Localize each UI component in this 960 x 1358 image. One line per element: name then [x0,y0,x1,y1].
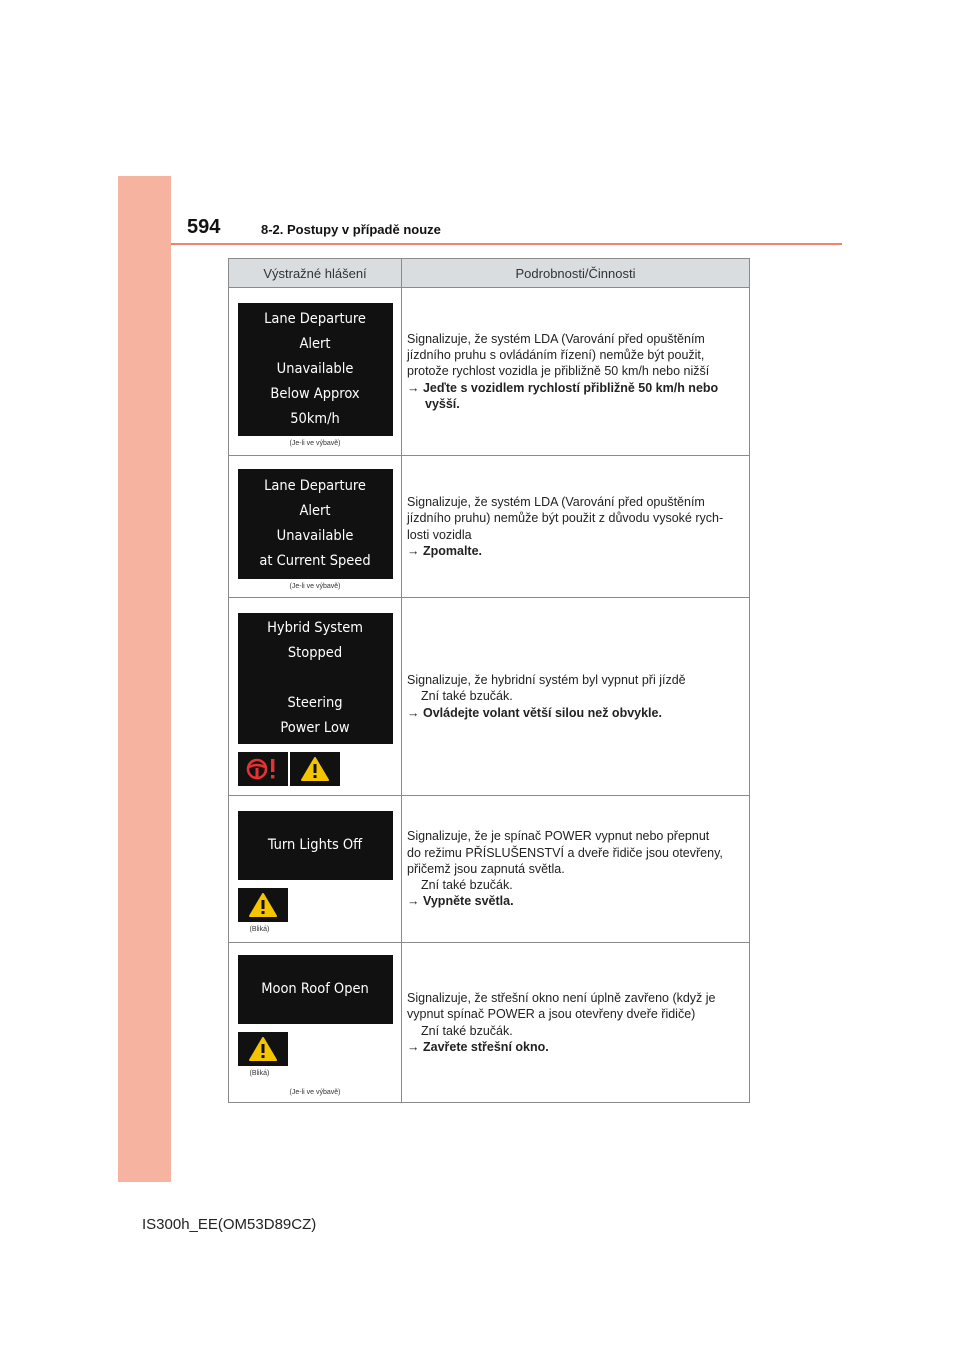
action-text: → Zpomalte. [407,543,483,558]
display-message [238,303,393,436]
header-rule [171,243,842,245]
equipment-caption: (Je-li ve výbavě) [289,583,341,590]
display-line: Moon Roof Open [261,981,369,997]
details-cell [402,598,750,796]
message-cell [229,288,402,456]
warning-icons [238,1032,393,1066]
display-line: Steering [287,695,343,711]
desc-line: jízdního pruhu s ovládáním řízení) nemůže být použit, [407,348,705,363]
message-cell [229,456,402,598]
desc-line: Signalizuje, že střešní okno není úplně zavřeno (když je [407,990,716,1005]
action-text: vyšší. [425,396,460,411]
display-message [238,955,393,1024]
column-header-details: Podrobnosti/Činnosti [402,259,750,288]
blink-caption: (Bliká) [249,926,270,933]
display-line: Stopped [287,645,343,661]
desc-line: Signalizuje, že hybridní systém byl vypnut při jízdě [407,673,686,688]
display-line: Turn Lights Off [267,837,363,853]
equipment-caption: (Je-li ve výbavě) [289,439,341,447]
desc-line: jízdního pruhu) nemůže být použit z důvodu vysoké rych- [407,511,724,526]
display-line: Unavailable [276,360,354,377]
table-row [229,598,750,796]
display-line: Below Approx [270,385,360,402]
details-cell [402,456,750,598]
details-cell [402,796,750,943]
display-line: 50km/h [290,410,340,427]
display-message [238,613,393,744]
warning-triangle-icon [290,752,340,786]
desc-line: Zní také bzučák. [421,878,513,893]
display-message [238,469,393,579]
arrow-icon: → [407,705,420,720]
warning-message-table [228,258,750,1103]
display-line: Alert [299,335,331,352]
message-cell [229,796,402,943]
desc-line: do režimu PŘÍSLUŠENSTVÍ a dveře řidiče jsou otevřeny, [407,845,723,860]
side-color-band [118,176,171,1182]
warning-icons [238,888,393,922]
display-line: Power Low [280,720,350,736]
display-line: at Current Speed [259,553,371,569]
desc-line: Signalizuje, že je spínač POWER vypnut nebo přepnut [407,829,710,844]
desc-line: Zní také bzučák. [421,1023,513,1038]
display-line: Alert [299,503,331,519]
message-cell [229,943,402,1103]
desc-line: Signalizuje, že systém LDA (Varování před opuštěním [407,331,705,346]
desc-line: přičemž jsou zapnutá světla. [407,861,565,876]
table-row [229,796,750,943]
page-number: 594 [187,216,221,238]
warning-triangle-icon [238,888,288,922]
desc-line: Signalizuje, že systém LDA (Varování před opuštěním [407,494,705,509]
desc-line: losti vozidla [407,527,472,542]
table-row [229,288,750,456]
arrow-icon: → [407,1039,420,1054]
steering-warning-icon [238,752,288,786]
display-line: Lane Departure [264,478,366,494]
desc-line: protože rychlost vozidla je přibližně 50 km/h nebo nižší [407,364,710,379]
message-cell [229,598,402,796]
details-cell [402,943,750,1103]
arrow-icon: → [407,380,420,395]
warning-triangle-icon [238,1032,288,1066]
blink-caption: (Bliká) [249,1070,270,1077]
table-row [229,456,750,598]
details-cell [402,288,750,456]
table-row [229,943,750,1103]
table-header-row [229,259,750,288]
action-text: → Jeďte s vozidlem rychlostí přibližně 50 km/h nebo [407,380,719,395]
desc-line: vypnut spínač POWER a jsou otevřeny dveře řidiče) [407,1007,696,1022]
desc-line: Zní také bzučák. [421,689,513,704]
arrow-icon: → [407,543,420,558]
model-code: IS300h_EE(OM53D89CZ) [142,1216,317,1233]
equipment-caption: (Je-li ve výbavě) [289,1089,341,1096]
action-text: → Vypněte světla. [407,894,514,909]
action-text: → Ovládejte volant větší silou než obvykle. [407,705,662,720]
section-title: 8-2. Postupy v případě nouze [261,222,441,237]
arrow-icon: → [407,894,420,909]
column-header-message: Výstražné hlášení [229,259,402,288]
action-text: → Zavřete střešní okno. [407,1039,549,1054]
display-line: Lane Departure [264,310,366,327]
warning-icons [238,752,393,786]
display-message [238,811,393,880]
display-line: Hybrid System [267,620,363,636]
display-line: Unavailable [276,528,354,544]
